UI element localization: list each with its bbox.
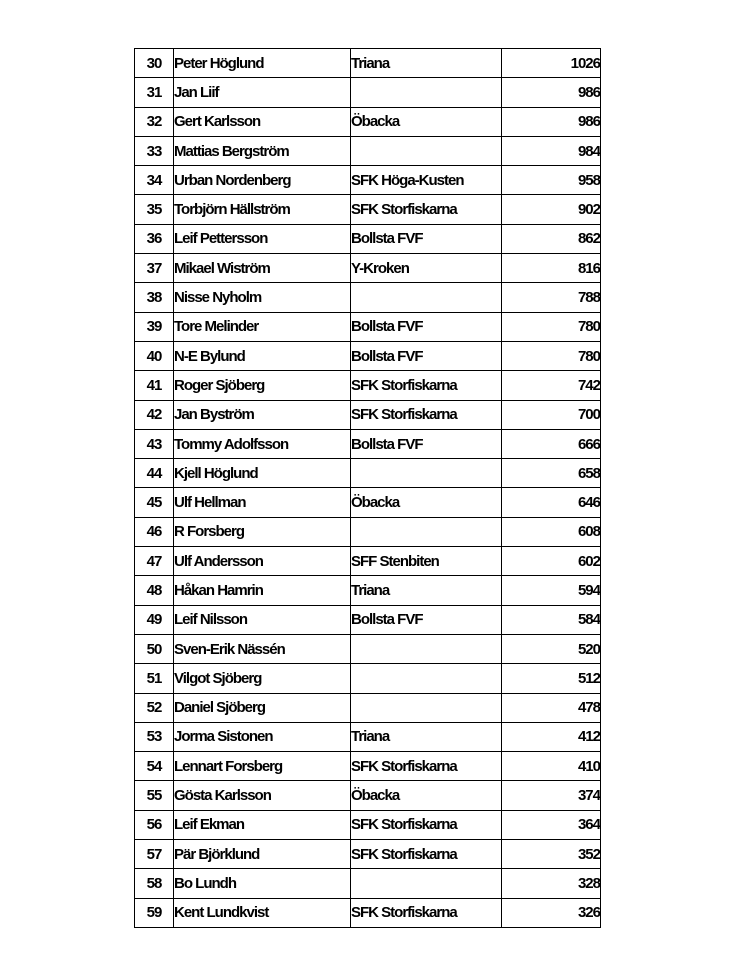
rank-cell: 53: [135, 722, 174, 751]
score-cell: 780: [502, 312, 601, 341]
name-cell: Ulf Andersson: [174, 547, 351, 576]
score-cell: 646: [502, 488, 601, 517]
rank-cell: 58: [135, 869, 174, 898]
name-cell: Mikael Wiström: [174, 254, 351, 283]
score-cell: 478: [502, 693, 601, 722]
rank-cell: 55: [135, 781, 174, 810]
score-cell: 986: [502, 78, 601, 107]
score-cell: 816: [502, 254, 601, 283]
rank-cell: 30: [135, 49, 174, 78]
rank-cell: 38: [135, 283, 174, 312]
score-cell: 742: [502, 371, 601, 400]
score-cell: 984: [502, 136, 601, 165]
name-cell: Nisse Nyholm: [174, 283, 351, 312]
rank-cell: 52: [135, 693, 174, 722]
score-cell: 700: [502, 400, 601, 429]
table-row: [135, 517, 601, 546]
club-cell: SFK Storfiskarna: [351, 371, 502, 400]
score-cell: 602: [502, 547, 601, 576]
rank-cell: 33: [135, 136, 174, 165]
table-row: [135, 781, 601, 810]
score-cell: 374: [502, 781, 601, 810]
score-cell: 512: [502, 664, 601, 693]
table-row: [135, 312, 601, 341]
table-row: [135, 722, 601, 751]
name-cell: Torbjörn Hällström: [174, 195, 351, 224]
name-cell: Urban Nordenberg: [174, 166, 351, 195]
name-cell: Leif Ekman: [174, 810, 351, 839]
rank-cell: 34: [135, 166, 174, 195]
rank-cell: 35: [135, 195, 174, 224]
club-cell: Bollsta FVF: [351, 224, 502, 253]
score-cell: 364: [502, 810, 601, 839]
table-row: [135, 341, 601, 370]
score-cell: 902: [502, 195, 601, 224]
name-cell: Bo Lundh: [174, 869, 351, 898]
name-cell: Jan Liif: [174, 78, 351, 107]
table-row: [135, 547, 601, 576]
name-cell: Gert Karlsson: [174, 107, 351, 136]
name-cell: Ulf Hellman: [174, 488, 351, 517]
table-row: [135, 664, 601, 693]
rank-cell: 47: [135, 547, 174, 576]
rank-cell: 45: [135, 488, 174, 517]
name-cell: Tore Melinder: [174, 312, 351, 341]
rank-cell: 44: [135, 459, 174, 488]
name-cell: Leif Pettersson: [174, 224, 351, 253]
name-cell: Roger Sjöberg: [174, 371, 351, 400]
name-cell: N-E Bylund: [174, 341, 351, 370]
rank-cell: 54: [135, 752, 174, 781]
results-table: [134, 48, 601, 928]
table-row: [135, 488, 601, 517]
table-row: [135, 371, 601, 400]
club-cell: [351, 78, 502, 107]
rank-cell: 31: [135, 78, 174, 107]
club-cell: SFF Stenbiten: [351, 547, 502, 576]
rank-cell: 41: [135, 371, 174, 400]
club-cell: SFK Storfiskarna: [351, 898, 502, 927]
rank-cell: 46: [135, 517, 174, 546]
name-cell: Håkan Hamrin: [174, 576, 351, 605]
rank-cell: 43: [135, 429, 174, 458]
rank-cell: 57: [135, 840, 174, 869]
club-cell: [351, 664, 502, 693]
club-cell: [351, 869, 502, 898]
club-cell: SFK Storfiskarna: [351, 400, 502, 429]
table-row: [135, 166, 601, 195]
table-row: [135, 283, 601, 312]
score-cell: 326: [502, 898, 601, 927]
rank-cell: 51: [135, 664, 174, 693]
rank-cell: 32: [135, 107, 174, 136]
rank-cell: 36: [135, 224, 174, 253]
club-cell: SFK Storfiskarna: [351, 840, 502, 869]
name-cell: Leif Nilsson: [174, 605, 351, 634]
results-sheet: [134, 48, 601, 928]
score-cell: 862: [502, 224, 601, 253]
score-cell: 666: [502, 429, 601, 458]
rank-cell: 59: [135, 898, 174, 927]
club-cell: Triana: [351, 576, 502, 605]
table-row: [135, 254, 601, 283]
name-cell: Tommy Adolfsson: [174, 429, 351, 458]
score-cell: 658: [502, 459, 601, 488]
table-row: [135, 49, 601, 78]
rank-cell: 48: [135, 576, 174, 605]
club-cell: SFK Storfiskarna: [351, 752, 502, 781]
table-row: [135, 107, 601, 136]
table-row: [135, 400, 601, 429]
table-row: [135, 136, 601, 165]
name-cell: Jorma Sistonen: [174, 722, 351, 751]
table-row: [135, 224, 601, 253]
score-cell: 352: [502, 840, 601, 869]
club-cell: Triana: [351, 722, 502, 751]
score-cell: 986: [502, 107, 601, 136]
club-cell: Öbacka: [351, 781, 502, 810]
club-cell: Bollsta FVF: [351, 341, 502, 370]
score-cell: 328: [502, 869, 601, 898]
club-cell: Bollsta FVF: [351, 605, 502, 634]
rank-cell: 37: [135, 254, 174, 283]
name-cell: Vilgot Sjöberg: [174, 664, 351, 693]
table-row: [135, 840, 601, 869]
score-cell: 780: [502, 341, 601, 370]
club-cell: Öbacka: [351, 488, 502, 517]
rank-cell: 39: [135, 312, 174, 341]
table-row: [135, 605, 601, 634]
rank-cell: 42: [135, 400, 174, 429]
table-row: [135, 429, 601, 458]
name-cell: Mattias Bergström: [174, 136, 351, 165]
club-cell: Triana: [351, 49, 502, 78]
score-cell: 412: [502, 722, 601, 751]
name-cell: Sven-Erik Nässén: [174, 634, 351, 663]
name-cell: Gösta Karlsson: [174, 781, 351, 810]
table-row: [135, 459, 601, 488]
table-row: [135, 634, 601, 663]
table-row: [135, 195, 601, 224]
club-cell: [351, 517, 502, 546]
club-cell: [351, 136, 502, 165]
score-cell: 584: [502, 605, 601, 634]
score-cell: 1026: [502, 49, 601, 78]
table-row: [135, 693, 601, 722]
name-cell: Jan Byström: [174, 400, 351, 429]
table-row: [135, 576, 601, 605]
table-row: [135, 78, 601, 107]
score-cell: 788: [502, 283, 601, 312]
rank-cell: 40: [135, 341, 174, 370]
score-cell: 594: [502, 576, 601, 605]
rank-cell: 49: [135, 605, 174, 634]
club-cell: SFK Höga-Kusten: [351, 166, 502, 195]
table-row: [135, 869, 601, 898]
name-cell: Peter Höglund: [174, 49, 351, 78]
results-table-body: [135, 49, 601, 928]
name-cell: Pär Björklund: [174, 840, 351, 869]
table-row: [135, 752, 601, 781]
club-cell: SFK Storfiskarna: [351, 810, 502, 839]
score-cell: 410: [502, 752, 601, 781]
name-cell: R Forsberg: [174, 517, 351, 546]
club-cell: SFK Storfiskarna: [351, 195, 502, 224]
club-cell: Bollsta FVF: [351, 312, 502, 341]
score-cell: 958: [502, 166, 601, 195]
score-cell: 520: [502, 634, 601, 663]
club-cell: [351, 283, 502, 312]
club-cell: Bollsta FVF: [351, 429, 502, 458]
table-row: [135, 898, 601, 927]
club-cell: Y-Kroken: [351, 254, 502, 283]
club-cell: [351, 634, 502, 663]
rank-cell: 50: [135, 634, 174, 663]
name-cell: Kjell Höglund: [174, 459, 351, 488]
score-cell: 608: [502, 517, 601, 546]
club-cell: [351, 459, 502, 488]
name-cell: Kent Lundkvist: [174, 898, 351, 927]
rank-cell: 56: [135, 810, 174, 839]
table-row: [135, 810, 601, 839]
club-cell: [351, 693, 502, 722]
club-cell: Öbacka: [351, 107, 502, 136]
name-cell: Lennart Forsberg: [174, 752, 351, 781]
name-cell: Daniel Sjöberg: [174, 693, 351, 722]
